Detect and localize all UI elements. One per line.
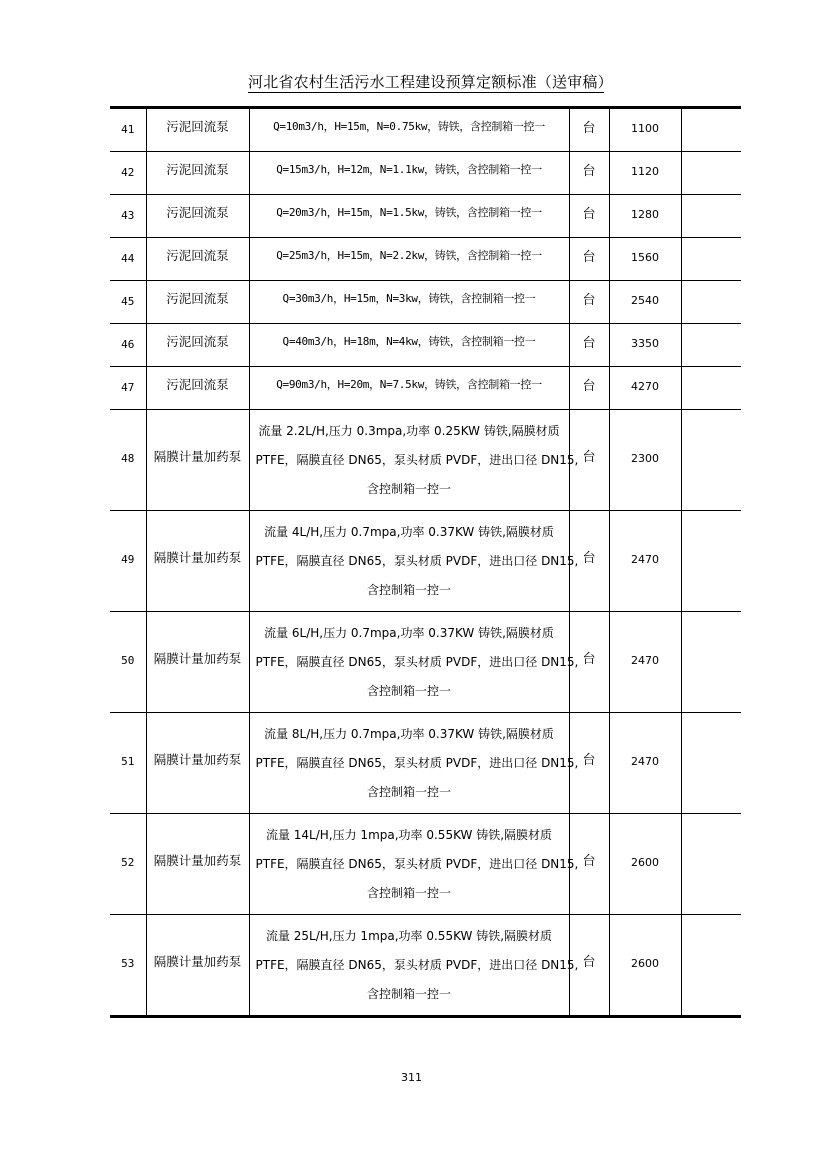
page-title: 河北省农村生活污水工程建设预算定额标准（送审稿） [248,73,613,91]
item-number: 42 [121,166,135,179]
item-number: 52 [121,856,135,869]
cell-spec [249,511,579,612]
item-number: 47 [121,381,135,394]
cell-remark [681,108,741,152]
cell-price [609,915,681,1017]
item-unit: 台 [582,336,596,351]
item-spec [250,109,569,134]
cell-unit [569,281,609,324]
item-number: 41 [121,123,135,136]
cell-price [609,281,681,324]
cell-price [609,324,681,367]
item-price: 2600 [631,856,659,869]
item-spec [250,612,579,706]
cell-unit [569,152,609,195]
cell-spec [249,410,579,511]
item-spec [250,324,569,349]
cell-remark [681,324,741,367]
table-row [110,238,741,281]
table-row [110,195,741,238]
spec-line: 含控制箱一控一 [366,886,451,900]
item-unit: 台 [582,753,596,768]
spec-line: PTFE，隔膜直径 DN65，泵头材质 PVDF，进出口径 DN15, [255,958,579,972]
spec-line: 含控制箱一控一 [366,482,451,496]
item-number: 43 [121,209,135,222]
table-row [110,152,741,195]
cell-price [609,367,681,410]
item-name: 污泥回流泵 [166,248,229,263]
spec-line: Q=90m3/h，H=20m，N=7.5kw，铸铁，含控制箱一控一 [276,378,542,391]
item-price: 2600 [631,957,659,970]
cell-no [110,915,146,1017]
cell-spec [249,367,569,410]
cell-spec [249,915,579,1017]
cell-spec [249,324,569,367]
item-unit: 台 [582,207,596,222]
cell-spec [249,108,569,152]
table-row [110,367,741,410]
item-price: 1120 [631,165,659,178]
cell-no [110,367,146,410]
item-name: 污泥回流泵 [166,334,229,349]
cell-no [110,108,146,152]
cell-price [609,713,681,814]
spec-line: 流量 14L/H,压力 1mpa,功率 0.55KW 铸铁,隔膜材质 [265,828,553,842]
item-number: 50 [121,654,135,667]
cell-no [110,281,146,324]
cell-price [609,612,681,713]
item-number: 49 [121,553,135,566]
item-price: 2540 [631,294,659,307]
spec-line: PTFE，隔膜直径 DN65，泵头材质 PVDF，进出口径 DN15, [255,554,579,568]
table-row [110,713,741,814]
table-row [110,814,741,915]
cell-remark [681,713,741,814]
spec-line: Q=10m3/h，H=15m，N=0.75kw，铸铁，含控制箱一控一 [273,120,545,133]
item-name: 隔膜计量加药泵 [153,954,242,969]
item-number: 44 [121,252,135,265]
item-unit: 台 [582,293,596,308]
item-name: 污泥回流泵 [166,205,229,220]
cell-remark [681,612,741,713]
item-unit: 台 [582,164,596,179]
item-spec [250,195,569,220]
item-number: 51 [121,755,135,768]
page-number: 311 [401,1071,422,1084]
item-price: 2470 [631,654,659,667]
cell-name [146,612,249,713]
item-name: 污泥回流泵 [166,291,229,306]
spec-line: Q=30m3/h，H=15m，N=3kw，铸铁，含控制箱一控一 [282,292,536,305]
item-number: 53 [121,957,135,970]
table-row [110,281,741,324]
spec-line: 含控制箱一控一 [366,987,451,1001]
item-spec [250,915,579,1009]
spec-line: 流量 6L/H,压力 0.7mpa,功率 0.37KW 铸铁,隔膜材质 [264,626,554,640]
table-row [110,108,741,152]
item-spec [250,367,569,392]
cell-unit [569,367,609,410]
cell-no [110,238,146,281]
item-price: 2470 [631,553,659,566]
cell-remark [681,915,741,1017]
cell-no [110,713,146,814]
cell-no [110,324,146,367]
cell-remark [681,281,741,324]
cell-name [146,367,249,410]
cell-remark [681,367,741,410]
spec-line: 流量 25L/H,压力 1mpa,功率 0.55KW 铸铁,隔膜材质 [265,929,553,943]
cell-spec [249,238,569,281]
cell-price [609,511,681,612]
spec-line: Q=15m3/h，H=12m，N=1.1kw，铸铁，含控制箱一控一 [276,163,542,176]
cell-spec [249,152,569,195]
cell-no [110,612,146,713]
cell-spec [249,713,579,814]
item-name: 隔膜计量加药泵 [153,651,242,666]
item-spec [250,238,569,263]
table-row [110,612,741,713]
cell-name [146,410,249,511]
cell-price [609,814,681,915]
item-unit: 台 [582,450,596,465]
cell-unit [569,195,609,238]
cell-price [609,410,681,511]
cell-remark [681,410,741,511]
item-unit: 台 [582,551,596,566]
cell-price [609,238,681,281]
cell-price [609,195,681,238]
cell-name [146,108,249,152]
cell-spec [249,814,579,915]
cell-name [146,713,249,814]
item-spec [250,713,579,807]
cell-remark [681,814,741,915]
cell-name [146,814,249,915]
spec-line: 流量 4L/H,压力 0.7mpa,功率 0.37KW 铸铁,隔膜材质 [264,525,554,539]
item-unit: 台 [582,121,596,136]
cell-name [146,915,249,1017]
spec-line: Q=20m3/h，H=15m，N=1.5kw，铸铁，含控制箱一控一 [276,206,542,219]
price-table [110,106,741,1018]
item-price: 4270 [631,380,659,393]
cell-name [146,281,249,324]
cell-unit [569,324,609,367]
spec-line: Q=40m3/h，H=18m，N=4kw，铸铁，含控制箱一控一 [282,335,536,348]
cell-name [146,324,249,367]
cell-remark [681,152,741,195]
cell-remark [681,238,741,281]
item-name: 隔膜计量加药泵 [153,752,242,767]
item-name: 污泥回流泵 [166,377,229,392]
item-number: 46 [121,338,135,351]
spec-line: 含控制箱一控一 [366,583,451,597]
spec-line: 含控制箱一控一 [366,684,451,698]
spec-line: 流量 2.2L/H,压力 0.3mpa,功率 0.25KW 铸铁,隔膜材质 [258,424,560,438]
cell-no [110,511,146,612]
item-unit: 台 [582,652,596,667]
item-number: 48 [121,452,135,465]
spec-line: PTFE，隔膜直径 DN65，泵头材质 PVDF，进出口径 DN15, [255,655,579,669]
cell-spec [249,281,569,324]
cell-spec [249,612,579,713]
spec-line: 含控制箱一控一 [366,785,451,799]
item-name: 污泥回流泵 [166,119,229,134]
cell-name [146,511,249,612]
item-unit: 台 [582,854,596,869]
cell-name [146,238,249,281]
cell-name [146,152,249,195]
table-row [110,324,741,367]
item-price: 1560 [631,251,659,264]
item-number: 45 [121,295,135,308]
item-spec [250,410,579,504]
item-unit: 台 [582,379,596,394]
item-unit: 台 [582,955,596,970]
cell-no [110,152,146,195]
spec-line: PTFE，隔膜直径 DN65，泵头材质 PVDF，进出口径 DN15, [255,857,579,871]
item-unit: 台 [582,250,596,265]
cell-no [110,195,146,238]
item-price: 3350 [631,337,659,350]
spec-line: PTFE，隔膜直径 DN65，泵头材质 PVDF，进出口径 DN15, [255,756,579,770]
item-name: 隔膜计量加药泵 [153,550,242,565]
item-price: 1100 [631,122,659,135]
item-price: 1280 [631,208,659,221]
table-row [110,915,741,1017]
item-price: 2300 [631,452,659,465]
item-spec [250,152,569,177]
spec-line: 流量 8L/H,压力 0.7mpa,功率 0.37KW 铸铁,隔膜材质 [264,727,554,741]
item-name: 隔膜计量加药泵 [153,449,242,464]
cell-name [146,195,249,238]
cell-remark [681,195,741,238]
cell-unit [569,108,609,152]
spec-line: PTFE，隔膜直径 DN65，泵头材质 PVDF，进出口径 DN15, [255,453,579,467]
cell-no [110,814,146,915]
item-name: 污泥回流泵 [166,162,229,177]
cell-unit [569,238,609,281]
cell-no [110,410,146,511]
item-price: 2470 [631,755,659,768]
table-row [110,511,741,612]
cell-price [609,152,681,195]
item-spec [250,814,579,908]
table-row [110,410,741,511]
cell-price [609,108,681,152]
spec-line: Q=25m3/h，H=15m，N=2.2kw，铸铁，含控制箱一控一 [276,249,542,262]
item-spec [250,511,579,605]
cell-spec [249,195,569,238]
cell-remark [681,511,741,612]
item-name: 隔膜计量加药泵 [153,853,242,868]
item-spec [250,281,569,306]
